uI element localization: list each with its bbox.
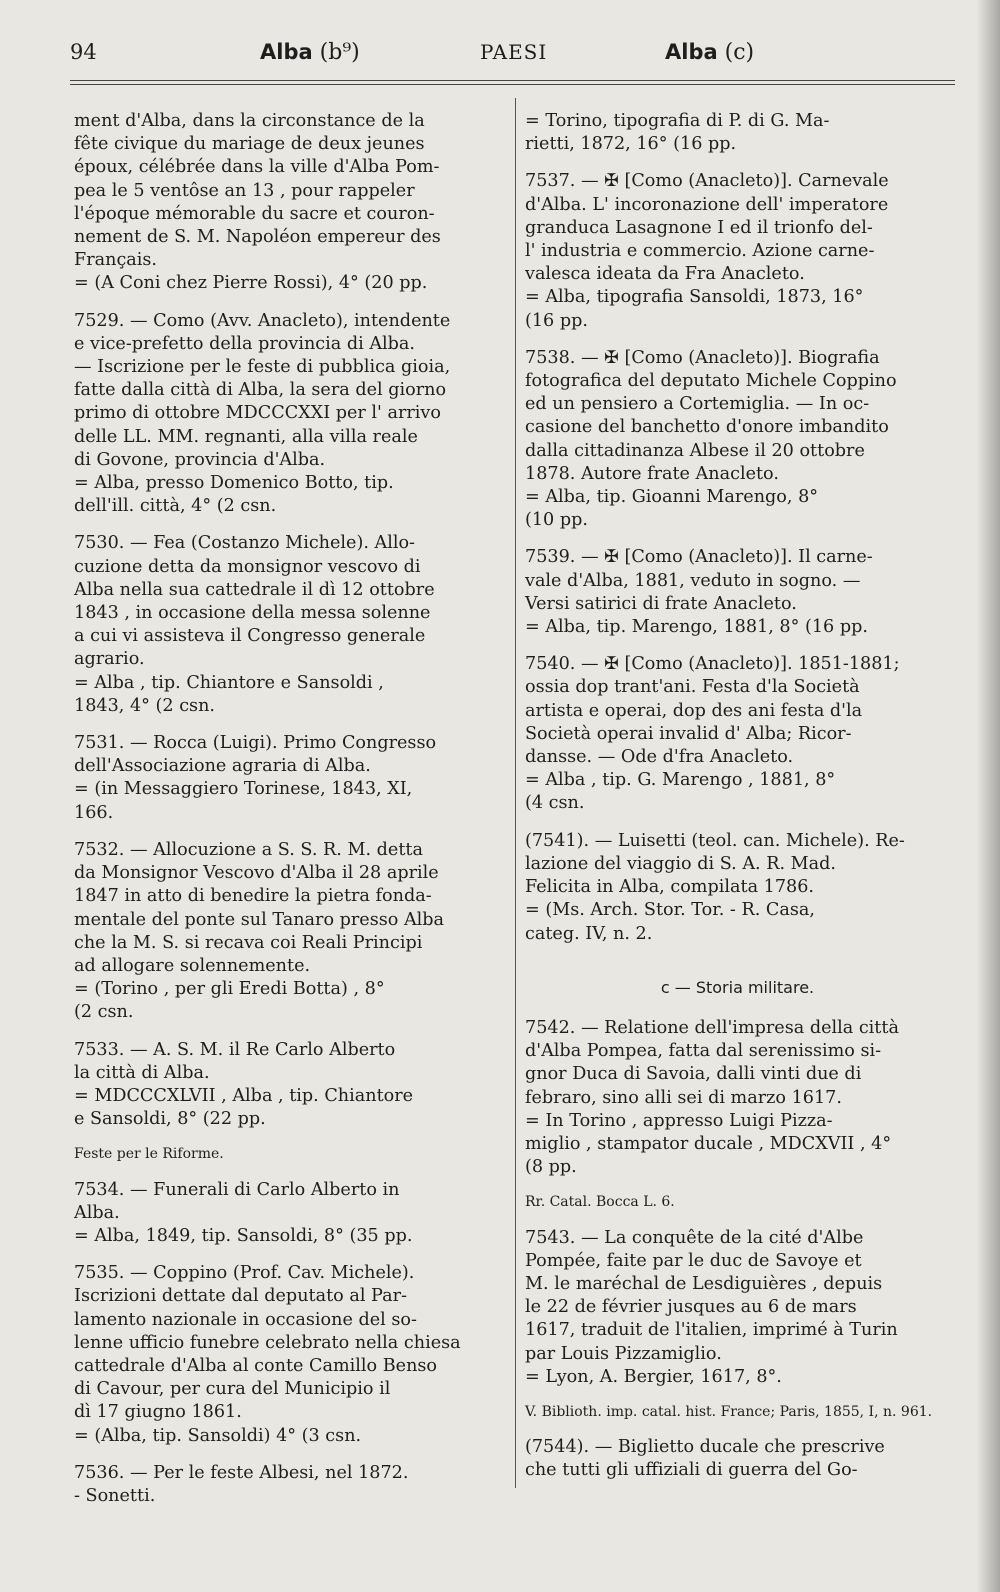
right-column bbox=[525, 110, 950, 1497]
entry-line: 7540. — ✠ [Como (Anacleto)]. 1851-1881; bbox=[525, 654, 900, 675]
entry-line: fête civique du mariage de deux jeunes bbox=[74, 134, 425, 155]
entry-line: = (Torino , per gli Eredi Botta) , 8° bbox=[74, 979, 385, 1000]
entry-line: 1617, traduit de l'italien, imprimé à Turin bbox=[525, 1320, 898, 1341]
entry-line: Français. bbox=[74, 250, 158, 271]
entry-line: lenne ufficio funebre celebrato nella chiesa bbox=[74, 1332, 461, 1353]
header-left-title: Alba bbox=[260, 40, 313, 64]
entry-line: Pompée, faite par le duc de Savoye et bbox=[525, 1250, 862, 1271]
entry-line: fatte dalla città di Alba, la sera del giorno bbox=[74, 380, 447, 401]
entry-line: ossia dop trant'ani. Festa d'la Società bbox=[525, 677, 860, 698]
entry-line: d'Alba. L' incoronazione dell' imperatore bbox=[525, 194, 889, 215]
entry-line: 7543. — La conquête de la cité d'Albe bbox=[525, 1227, 864, 1248]
entry-line: 166. bbox=[74, 802, 114, 823]
entry-line: 1847 in atto di benedire la pietra fonda- bbox=[74, 886, 432, 907]
entry-line: = (A Coni chez Pierre Rossi), 4° (20 pp. bbox=[74, 273, 428, 294]
entry-line: = (Ms. Arch. Stor. Tor. - R. Casa, bbox=[525, 900, 815, 921]
entry-line: = In Torino , appresso Luigi Pizza- bbox=[525, 1110, 833, 1131]
entry-line: 1843, 4° (2 csn. bbox=[74, 695, 215, 716]
entry-line: valesca ideata da Fra Anacleto. bbox=[525, 264, 805, 285]
entry-line: vale d'Alba, 1881, veduto in sogno. — bbox=[525, 570, 861, 591]
column-divider bbox=[515, 98, 516, 1488]
entry-line: dell'Associazione agraria di Alba. bbox=[74, 756, 371, 777]
entry-line: 7531. — Rocca (Luigi). Primo Congresso bbox=[74, 733, 437, 754]
entry-line: l' industria e commercio. Azione carne- bbox=[525, 241, 875, 262]
bibliography-entry bbox=[525, 110, 950, 156]
header-right bbox=[665, 40, 754, 65]
entry-line: fotografica del deputato Michele Coppino bbox=[525, 371, 897, 392]
entry-line: gnor Duca di Savoia, dalli vinti due di bbox=[525, 1064, 862, 1085]
entry-note: Feste per le Riforme. bbox=[74, 1146, 224, 1163]
bibliography-entry bbox=[74, 1039, 494, 1132]
entry-line: mentale del ponte sul Tanaro presso Alba bbox=[74, 909, 445, 930]
entry-line: artista e operai, dop des ani festa d'la bbox=[525, 700, 863, 721]
entry-line: 7530. — Fea (Costanzo Michele). Allo- bbox=[74, 533, 415, 554]
header-rule bbox=[70, 80, 955, 81]
entry-line: = (Alba, tip. Sansoldi) 4° (3 csn. bbox=[74, 1425, 362, 1446]
entry-line: la città di Alba. bbox=[74, 1062, 210, 1083]
bibliography-entry bbox=[525, 1436, 950, 1482]
entry-line: l'époque mémorable du sacre et couron- bbox=[74, 203, 435, 224]
entry-line: a cui vi assisteva il Congresso generale bbox=[74, 626, 426, 647]
entry-line: = Alba, tip. Gioanni Marengo, 8° bbox=[525, 487, 819, 508]
entry-line: dansse. — Ode d'fra Anacleto. bbox=[525, 747, 794, 768]
header-left bbox=[260, 40, 360, 65]
entry-line: Società operai invalid d' Alba; Ricor- bbox=[525, 723, 852, 744]
entry-line: 7536. — Per le feste Albesi, nel 1872. bbox=[74, 1462, 409, 1483]
entry-line: = Alba , tip. Chiantore e Sansoldi , bbox=[74, 672, 384, 693]
entry-line: = (in Messaggiero Torinese, 1843, XI, bbox=[74, 779, 413, 800]
bibliography-entry bbox=[74, 732, 494, 825]
entry-line: lazione del viaggio di S. A. R. Mad. bbox=[525, 853, 837, 874]
entry-line: e Sansoldi, 8° (22 pp. bbox=[74, 1109, 266, 1130]
entry-line: miglio , stampator ducale , MDCXVII , 4° bbox=[525, 1133, 892, 1154]
bibliography-entry bbox=[74, 310, 494, 519]
left-column bbox=[74, 110, 494, 1522]
entry-line: (7544). — Biglietto ducale che prescrive bbox=[525, 1437, 885, 1458]
entry-line: 7537. — ✠ [Como (Anacleto)]. Carnevale bbox=[525, 171, 889, 192]
entry-line: 7532. — Allocuzione a S. S. R. M. detta bbox=[74, 839, 423, 860]
entry-line: Alba. bbox=[74, 1202, 120, 1223]
entry-line: M. le maréchal de Lesdiguières , depuis bbox=[525, 1273, 883, 1294]
bibliography-entry bbox=[525, 653, 950, 815]
entry-line: e vice-prefetto della provincia di Alba. bbox=[74, 333, 416, 354]
entry-line: febraro, sino alli sei di marzo 1617. bbox=[525, 1087, 842, 1108]
entry-line: che tutti gli uffiziali di guerra del Go- bbox=[525, 1460, 858, 1481]
entry-line: delle LL. MM. regnanti, alla villa reale bbox=[74, 426, 418, 447]
entry-line: casione del banchetto d'onore imbandito bbox=[525, 417, 889, 438]
entry-line: di Cavour, per cura del Municipio il bbox=[74, 1379, 391, 1400]
entry-line: da Monsignor Vescovo d'Alba il 28 aprile bbox=[74, 863, 439, 884]
entry-line: di Govone, provincia d'Alba. bbox=[74, 449, 326, 470]
entry-line: granduca Lasagnone I ed il trionfo del- bbox=[525, 217, 873, 238]
header-right-suffix: (c) bbox=[724, 40, 755, 65]
entry-line: 7529. — Como (Avv. Anacleto), intendente bbox=[74, 310, 451, 331]
entry-line: cuzione detta da monsignor vescovo di bbox=[74, 556, 421, 577]
section-heading: c — Storia militare. bbox=[660, 977, 815, 997]
entry-line: = Alba, tip. Marengo, 1881, 8° (16 pp. bbox=[525, 617, 868, 638]
header-left-suffix: (b⁹) bbox=[319, 40, 360, 65]
entry-line: = Alba, 1849, tip. Sansoldi, 8° (35 pp. bbox=[74, 1225, 413, 1246]
header-right-title: Alba bbox=[665, 40, 718, 64]
entry-line: (4 csn. bbox=[525, 793, 585, 814]
entry-line: = MDCCCXLVII , Alba , tip. Chiantore bbox=[74, 1085, 414, 1106]
bibliography-entry bbox=[525, 1017, 950, 1179]
entry-line: — Iscrizione per le feste di pubblica gioia, bbox=[74, 357, 451, 378]
bibliography-entry bbox=[74, 1179, 494, 1249]
entry-line: che la M. S. si recava coi Reali Principi bbox=[74, 932, 423, 953]
entry-line: agrario. bbox=[74, 649, 145, 670]
entry-line: 7535. — Coppino (Prof. Cav. Michele). bbox=[74, 1263, 415, 1284]
entry-line: 7539. — ✠ [Como (Anacleto)]. Il carne- bbox=[525, 547, 873, 568]
entry-line: - Sonetti. bbox=[74, 1485, 156, 1506]
entry-line: 1878. Autore frate Anacleto. bbox=[525, 463, 779, 484]
entry-line: par Louis Pizzamiglio. bbox=[525, 1343, 722, 1364]
entry-line: Alba nella sua cattedrale il dì 12 ottobre bbox=[74, 579, 435, 600]
entry-line: cattedrale d'Alba al conte Camillo Benso bbox=[74, 1355, 438, 1376]
entry-line: dì 17 giugno 1861. bbox=[74, 1402, 242, 1423]
entry-line: Versi satirici di frate Anacleto. bbox=[525, 593, 797, 614]
bibliography-entry bbox=[525, 1227, 950, 1389]
page-number: 94 bbox=[70, 40, 97, 64]
entry-line: = Lyon, A. Bergier, 1617, 8°. bbox=[525, 1366, 782, 1387]
entry-line: = Alba, presso Domenico Botto, tip. bbox=[74, 473, 394, 494]
entry-line: (10 pp. bbox=[525, 510, 588, 531]
entry-line: = Alba , tip. G. Marengo , 1881, 8° bbox=[525, 770, 836, 791]
entry-line: 7542. — Relatione dell'impresa della città bbox=[525, 1017, 899, 1038]
entry-line: primo di ottobre MDCCCXXI per l' arrivo bbox=[74, 403, 441, 424]
entry-line: ad allogare solennemente. bbox=[74, 955, 311, 976]
entry-line: 7533. — A. S. M. il Re Carlo Alberto bbox=[74, 1039, 396, 1060]
entry-line: d'Alba Pompea, fatta dal serenissimo si- bbox=[525, 1041, 882, 1062]
bibliography-entry bbox=[74, 532, 494, 718]
entry-line: (7541). — Luisetti (teol. can. Michele). Re- bbox=[525, 830, 905, 851]
header-rule-secondary bbox=[70, 84, 955, 85]
entry-line: dell'ill. città, 4° (2 csn. bbox=[74, 496, 277, 517]
entry-line: le 22 de février jusques au 6 de mars bbox=[525, 1297, 857, 1318]
header-center: PAESI bbox=[480, 40, 548, 64]
entry-line: dalla cittadinanza Albese il 20 ottobre bbox=[525, 440, 865, 461]
entry-line: Iscrizioni dettate dal deputato al Par- bbox=[74, 1286, 407, 1307]
bibliography-entry bbox=[74, 839, 494, 1025]
bibliography-entry bbox=[525, 830, 950, 946]
entry-line: (2 csn. bbox=[74, 1002, 134, 1023]
running-header bbox=[70, 40, 955, 80]
entry-line: époux, célébrée dans la ville d'Alba Pom- bbox=[74, 157, 440, 178]
bibliography-entry bbox=[74, 1462, 494, 1508]
entry-line: Felicita in Alba, compilata 1786. bbox=[525, 877, 815, 898]
entry-note: V. Biblioth. imp. catal. hist. France; Paris, 1855, I, n. 961. bbox=[525, 1403, 933, 1420]
entry-line: rietti, 1872, 16° (16 pp. bbox=[525, 134, 737, 155]
page-edge-shadow bbox=[976, 0, 1000, 1592]
bibliography-entry bbox=[525, 347, 950, 533]
entry-line: ed un pensiero a Cortemiglia. — In oc- bbox=[525, 394, 870, 415]
entry-line: lamento nazionale in occasione del so- bbox=[74, 1309, 417, 1330]
entry-line: (8 pp. bbox=[525, 1157, 577, 1178]
bibliography-entry bbox=[525, 170, 950, 332]
bibliography-entry bbox=[525, 546, 950, 639]
entry-note: Rr. Catal. Bocca L. 6. bbox=[525, 1194, 675, 1211]
entry-line: nement de S. M. Napoléon empereur des bbox=[74, 227, 441, 248]
entry-line: ment d'Alba, dans la circonstance de la bbox=[74, 111, 425, 131]
bibliography-entry bbox=[74, 1262, 494, 1448]
entry-line: (16 pp. bbox=[525, 310, 588, 331]
entry-line: = Alba, tipografia Sansoldi, 1873, 16° bbox=[525, 287, 864, 308]
bibliography-entry bbox=[74, 110, 494, 296]
entry-line: pea le 5 ventôse an 13 , pour rappeler bbox=[74, 180, 415, 201]
entry-line: categ. IV, n. 2. bbox=[525, 923, 653, 944]
entry-line: 7534. — Funerali di Carlo Alberto in bbox=[74, 1179, 400, 1200]
entry-line: 7538. — ✠ [Como (Anacleto)]. Biografia bbox=[525, 347, 880, 368]
entry-line: = Torino, tipografia di P. di G. Ma- bbox=[525, 111, 830, 131]
entry-line: 1843 , in occasione della messa solenne bbox=[74, 603, 431, 624]
